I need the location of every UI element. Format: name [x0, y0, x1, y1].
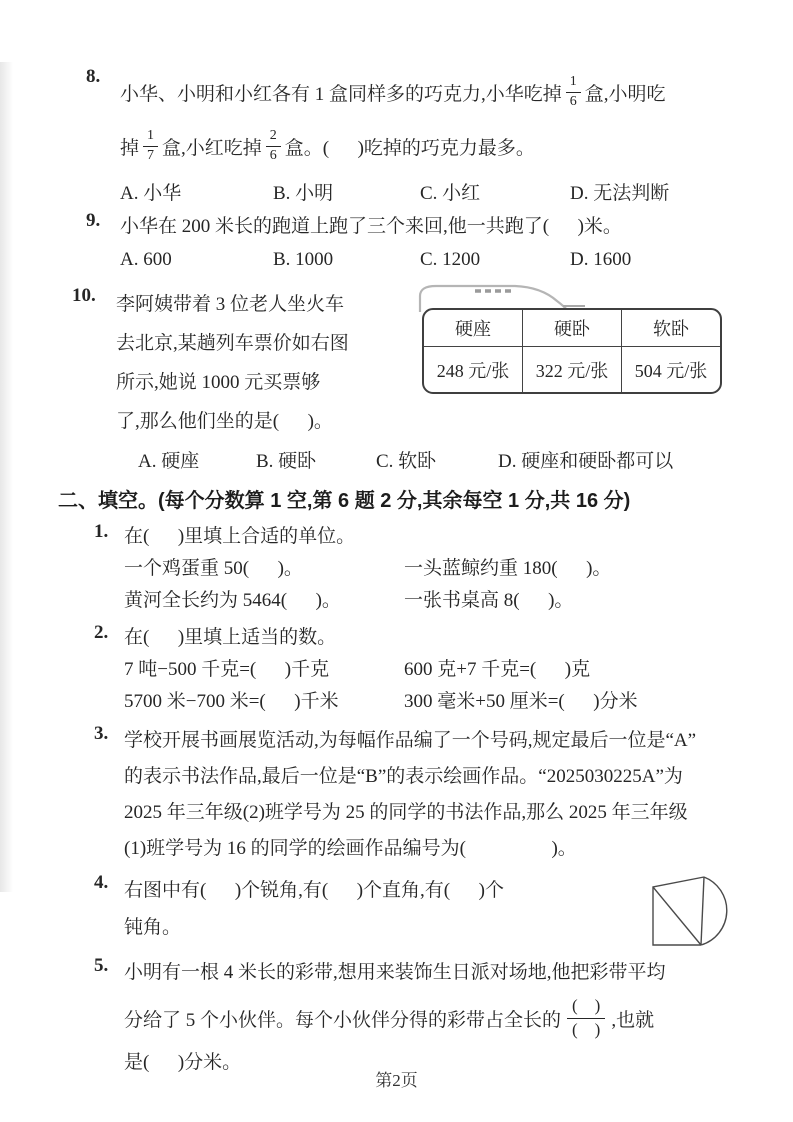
fill-question-4	[94, 872, 740, 950]
question-10-number: 10.	[72, 285, 96, 306]
question-8-number: 8.	[86, 66, 101, 87]
fill-1-item: 黄河全长约为 5464( )。	[124, 590, 341, 611]
fill-4-number: 4.	[94, 872, 109, 893]
option-c: C. 1200	[420, 249, 481, 270]
fill-5-body	[124, 955, 740, 1081]
question-10-options	[116, 441, 740, 477]
fill-2-item: 600 克+7 千克=( )克	[404, 659, 591, 680]
question-8-text: 盒,小红吃掉	[162, 137, 262, 159]
question-10-text: 李阿姨带着 3 位老人坐火车	[116, 294, 345, 315]
fill-2-row-1	[124, 654, 740, 686]
question-8	[86, 66, 740, 208]
fraction-numerator-blank: ( )	[567, 996, 605, 1019]
table-price-row	[424, 347, 720, 393]
option-a: A. 小华	[120, 182, 182, 204]
question-8-text: 小华、小明和小红各有 1 盒同样多的巧克力,小华吃掉	[120, 83, 562, 105]
question-8-text: 盒,小明吃	[584, 83, 666, 105]
fill-2-item: 300 毫米+50 厘米=( )分米	[404, 691, 638, 712]
option-d: D. 1600	[570, 249, 632, 270]
option-b: B. 硬卧	[256, 450, 317, 472]
option-c: C. 软卧	[376, 450, 437, 472]
question-8-line-1	[120, 66, 740, 118]
ticket-price-table	[422, 308, 722, 394]
ticket-price-figure	[422, 285, 740, 441]
fill-question-2	[94, 622, 740, 718]
option-a: A. 硬座	[138, 450, 200, 472]
fill-5-text: 是( )分米。	[124, 1052, 242, 1073]
angles-figure-box	[644, 872, 772, 950]
fill-1-row-2	[124, 585, 740, 617]
fill-1-item: 一头蓝鲸约重 180( )。	[404, 558, 612, 579]
option-c: C. 小红	[420, 182, 481, 204]
question-9-number: 9.	[86, 210, 101, 231]
fill-4-row	[124, 872, 740, 950]
fill-3-text: 的表示书法作品,最后一位是“B”的表示绘画作品。“2025030225A”为	[124, 766, 683, 787]
fill-question-5	[94, 955, 740, 1081]
option-b: B. 小明	[273, 182, 334, 204]
question-9	[86, 210, 740, 277]
fill-3-number: 3.	[94, 723, 109, 744]
fraction-denominator: 6	[269, 147, 277, 163]
fill-2-item: 5700 米−700 米=( )千米	[124, 691, 339, 712]
fraction-numerator: 1	[143, 128, 158, 146]
page-number: 第2页	[375, 1071, 418, 1090]
fill-5-text: 分给了 5 个小伙伴。每个小伙伴分得的彩带占全长的	[124, 1009, 562, 1031]
table-header-hard-sleeper: 硬卧	[522, 310, 621, 347]
fill-1-item: 一个鸡蛋重 50( )。	[124, 558, 303, 579]
fraction-numerator: 1	[566, 74, 581, 92]
fill-4-text-block	[124, 872, 644, 950]
question-8-text: 盒。( )吃掉的巧克力最多。	[284, 137, 535, 159]
question-10	[72, 285, 740, 477]
question-10-text-block	[116, 285, 416, 441]
question-10-body	[116, 285, 740, 477]
fill-5-line-2	[124, 991, 740, 1045]
fill-1-intro: 在( )里填上合适的单位。	[124, 526, 356, 547]
fill-2-row-2	[124, 686, 740, 718]
fraction-one-sixth	[566, 74, 581, 109]
fraction-denominator: 6	[569, 93, 577, 109]
fraction-numerator: 2	[266, 128, 281, 146]
price-hard-seat: 248 元/张	[424, 347, 522, 393]
fill-5-number: 5.	[94, 955, 109, 976]
fraction-denominator: 7	[147, 147, 155, 163]
fill-4-text: 钝角。	[124, 917, 182, 938]
fill-2-item: 7 吨−500 千克=( )千克	[124, 659, 330, 680]
question-8-text: 掉	[120, 137, 140, 159]
fill-2-number: 2.	[94, 622, 109, 643]
fill-5-text: ,也就	[611, 1009, 655, 1031]
option-a: A. 600	[120, 249, 172, 270]
fraction-two-sixths	[266, 128, 281, 163]
fill-3-text: 2025 年三年级(2)班学号为 25 的同学的书法作品,那么 2025 年三年级	[124, 802, 688, 823]
section-2-title: 二、填空。(每个分数算 1 空,第 6 题 2 分,其余每空 1 分,共 16 分)	[58, 490, 631, 512]
question-9-body	[120, 210, 740, 277]
fraction-one-seventh	[143, 128, 158, 163]
table-header-soft-sleeper: 软卧	[622, 310, 720, 347]
fill-4-body	[124, 872, 740, 950]
fill-question-1	[94, 521, 740, 617]
fill-1-item: 一张书桌高 8( )。	[404, 590, 574, 611]
scan-edge-shadow	[0, 62, 13, 892]
page-content	[58, 66, 740, 1081]
fill-1-row-1	[124, 553, 740, 585]
fill-3-text: 学校开展书画展览活动,为每幅作品编了一个号码,规定最后一位是“A”	[124, 730, 697, 751]
question-10-text: 去北京,某趟列车票价如右图	[116, 333, 349, 354]
table-header-hard-seat: 硬座	[424, 310, 522, 347]
option-b: B. 1000	[273, 249, 334, 270]
question-9-options	[120, 243, 740, 277]
fill-5-text: 小明有一根 4 米长的彩带,想用来装饰生日派对场地,他把彩带平均	[124, 962, 666, 983]
fill-3-body	[124, 723, 740, 867]
option-d: D. 无法判断	[570, 182, 670, 204]
fraction-denominator-blank: ( )	[572, 1020, 601, 1039]
question-8-body	[120, 66, 740, 208]
fill-2-body	[124, 622, 740, 718]
question-10-text: 了,那么他们坐的是( )。	[116, 411, 333, 432]
fill-3-text: (1)班学号为 16 的同学的绘画作品编号为( )。	[124, 838, 577, 859]
fill-2-intro: 在( )里填上适当的数。	[124, 627, 337, 648]
question-8-line-2	[120, 118, 740, 174]
fill-4-text: 右图中有( )个锐角,有( )个直角,有( )个	[124, 880, 504, 901]
fill-1-number: 1.	[94, 521, 109, 542]
question-10-columns	[116, 285, 740, 441]
table-header-row	[424, 310, 720, 347]
question-8-options	[120, 174, 740, 208]
option-d: D. 硬座和硬卧都可以	[498, 450, 674, 472]
fill-question-3	[94, 723, 740, 867]
blank-fraction	[567, 996, 605, 1039]
fill-1-body	[124, 521, 740, 617]
geometry-figure-icon	[644, 872, 766, 950]
price-hard-sleeper: 322 元/张	[522, 347, 621, 393]
question-10-text: 所示,她说 1000 元买票够	[116, 372, 321, 393]
question-9-text: 小华在 200 米长的跑道上跑了三个来回,他一共跑了( )米。	[120, 216, 622, 237]
price-soft-sleeper: 504 元/张	[622, 347, 720, 393]
